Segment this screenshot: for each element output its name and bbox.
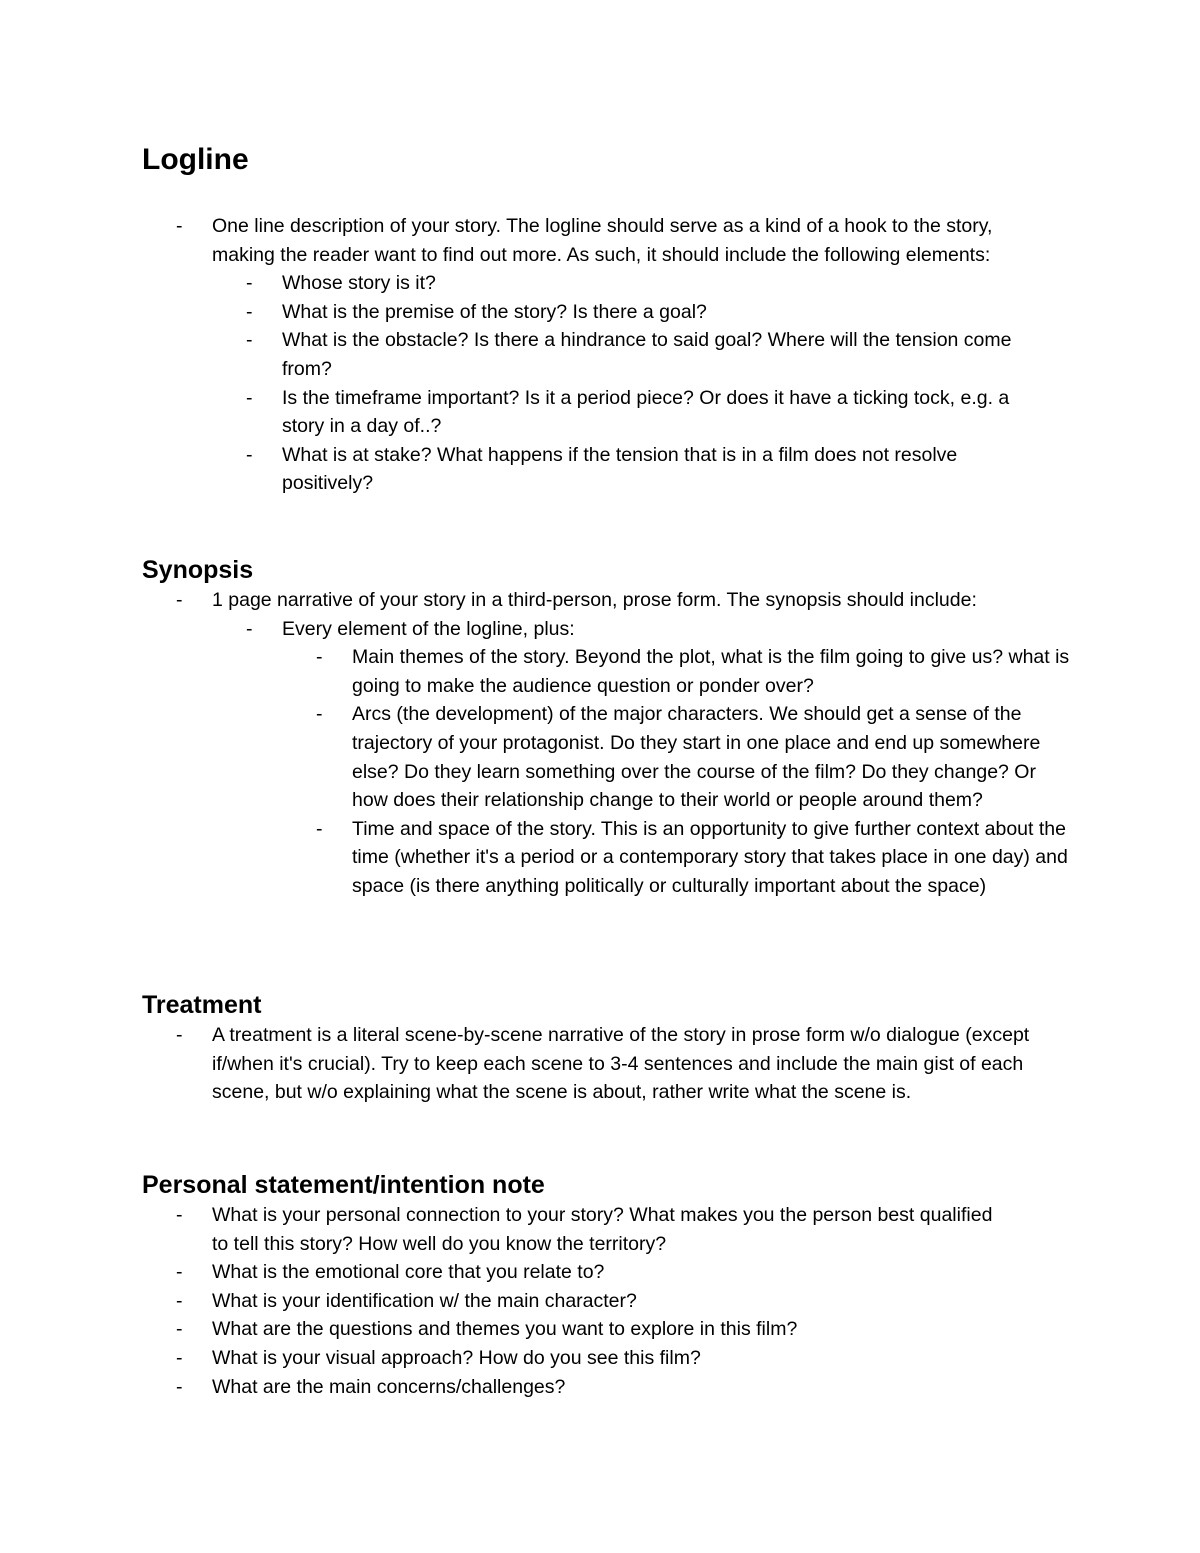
list-item: - Time and space of the story. This is an opportunity to give further context about the time (whether it's a period or a contemporary story that takes place in one day) and space (is there anything politically or culturally important about the space) [352, 815, 1072, 901]
list-item: - What is the premise of the story? Is there a goal? [282, 298, 1032, 327]
synopsis-list [142, 586, 1092, 901]
list-item: - What is your personal connection to your story? What makes you the person best qualified to tell this story? How well do you know the territory? [212, 1201, 1012, 1258]
logline-list [142, 212, 1052, 498]
synopsis-sub-item: - Every element of the logline, plus: [282, 615, 1092, 644]
personal-list [142, 1201, 1012, 1401]
list-item: - What is the emotional core that you relate to? [212, 1258, 1012, 1287]
personal-section [142, 1169, 1092, 1401]
list-item: - Is the timeframe important? Is it a period piece? Or does it have a ticking tock, e.g. a story in a day of..? [282, 384, 1032, 441]
treatment-section [142, 989, 1092, 1107]
list-item: - What is the obstacle? Is there a hindrance to said goal? Where will the tension come from? [282, 326, 1032, 383]
list-item: - Whose story is it? [282, 269, 1032, 298]
logline-section [142, 142, 1092, 498]
synopsis-section [142, 554, 1092, 901]
treatment-text: - A treatment is a literal scene-by-scene narrative of the story in prose form w/o dialogue (except if/when it's crucial). Try to keep each scene to 3-4 sentences and include the main gist of each scene, but w/o explaining what the scene is about, rather write what the scene is. [212, 1021, 1042, 1107]
list-item: - Main themes of the story. Beyond the plot, what is the film going to give us? what is going to make the audience question or ponder over? [352, 643, 1072, 700]
logline-heading: Logline [142, 143, 249, 176]
synopsis-sub-list [212, 615, 1092, 901]
synopsis-points-wrapper [282, 643, 1092, 900]
personal-heading: Personal statement/intention note [142, 1171, 545, 1199]
synopsis-intro: - 1 page narrative of your story in a third-person, prose form. The synopsis should include: [212, 586, 1092, 615]
list-item: - What are the questions and themes you want to explore in this film? [212, 1315, 1012, 1344]
list-item: - What are the main concerns/challenges? [212, 1373, 1012, 1402]
treatment-list [142, 1021, 1042, 1107]
list-item: - What is your visual approach? How do you see this film? [212, 1344, 1012, 1373]
logline-question-list [212, 269, 1032, 498]
list-item: - Arcs (the development) of the major characters. We should get a sense of the trajectory of your protagonist. Do they start in one place and end up somewhere else? Do they learn something over the course of the film? Do they change? Or how does their relationship change to their world or people around them? [352, 700, 1072, 814]
synopsis-heading: Synopsis [142, 556, 254, 584]
synopsis-points-list [282, 643, 1072, 900]
list-item: - What is at stake? What happens if the tension that is in a film does not resolve positively? [282, 441, 1032, 498]
treatment-heading: Treatment [142, 991, 262, 1019]
logline-subitems [212, 269, 1052, 498]
logline-intro: - One line description of your story. The logline should serve as a kind of a hook to the story, making the reader want to find out more. As such, it should include the following elements: [212, 212, 1052, 269]
list-item: - What is your identification w/ the main character? [212, 1287, 1012, 1316]
synopsis-subitems [212, 615, 1092, 901]
